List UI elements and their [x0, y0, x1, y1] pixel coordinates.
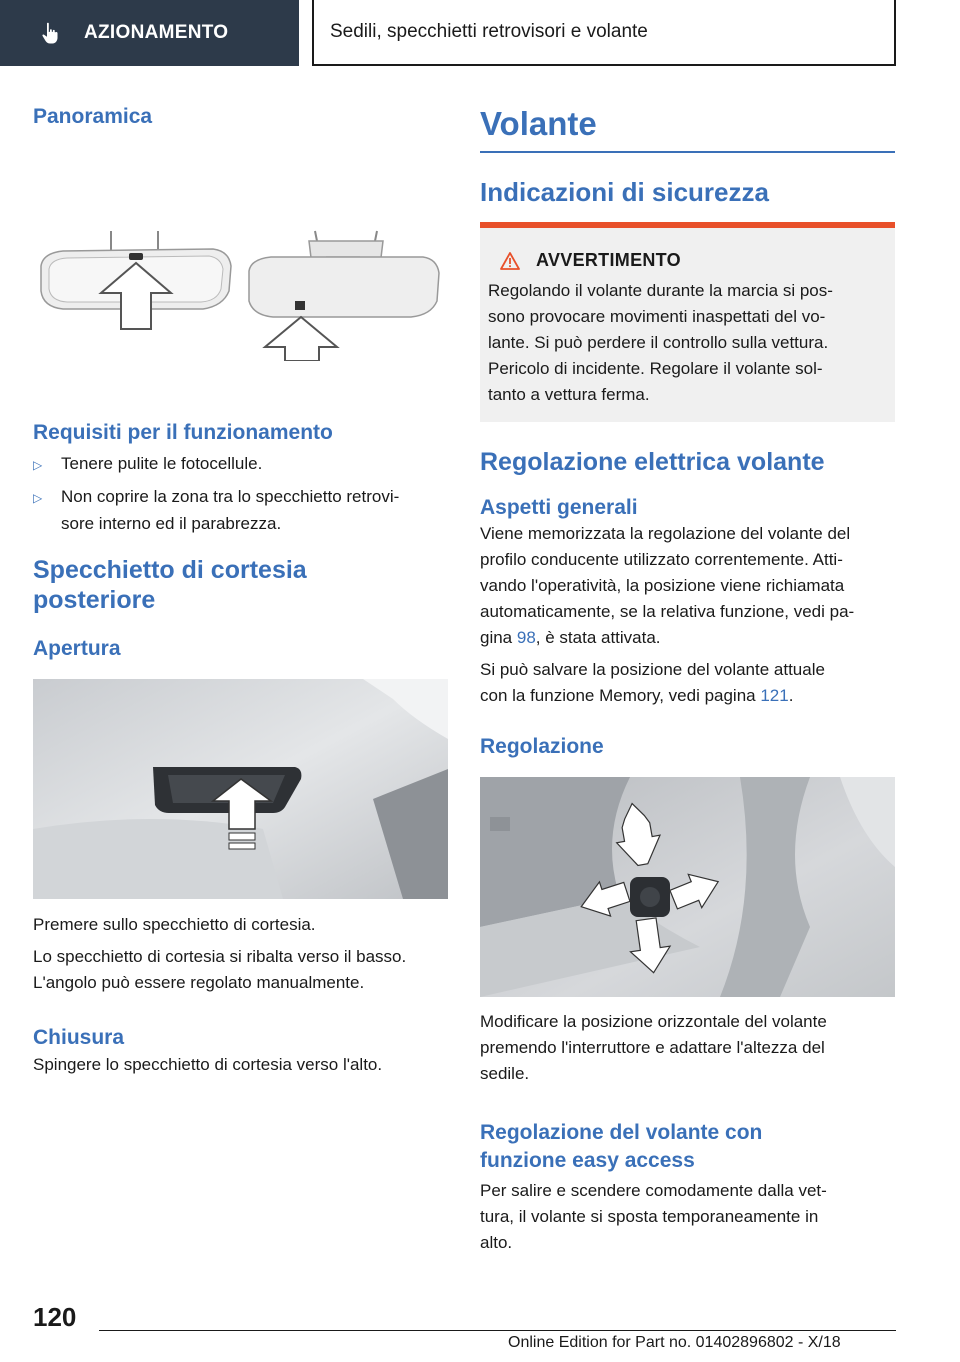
chiusura-text: Spingere lo specchietto di cortesia verso l'alto.	[33, 1055, 383, 1074]
section-tab	[0, 0, 299, 66]
warning-text: Regolando il volante durante la marcia si pos- sono provocare movimenti inaspettati del vo- lante. Si può perdere il controllo sulla vettura. Pericolo di incidente. Regolare il volante sol- tanto a vettura ferma.	[488, 281, 833, 404]
vanity-mirror-photo	[33, 679, 448, 899]
right-column	[480, 96, 895, 1256]
apertura-heading: Apertura	[33, 637, 121, 660]
cortesia-heading: Specchietto di cortesia posteriore	[33, 556, 307, 614]
sicurezza-heading: Indicazioni di sicurezza	[480, 177, 769, 207]
apertura-text-1: Premere sullo specchietto di cortesia.	[33, 915, 316, 934]
triangle-bullet-icon: ▷	[33, 491, 43, 505]
list-item: ▷ Non coprire la zona tra lo specchietto retrovi-	[33, 484, 448, 511]
page-link-121[interactable]: 121	[760, 686, 789, 705]
warning-box	[480, 228, 895, 422]
apertura-text-2: Lo specchietto di cortesia si ribalta verso il basso. L'angolo può essere regolato manualmente.	[33, 947, 407, 992]
warning-triangle-icon	[500, 252, 520, 270]
list-item-continuation: sore interno ed il parabrezza.	[61, 514, 282, 533]
regolazione-heading: Regolazione	[480, 735, 604, 758]
chapter-box	[312, 0, 896, 66]
chiusura-heading: Chiusura	[33, 1026, 125, 1049]
footer-divider	[99, 1330, 896, 1331]
requisiti-heading: Requisiti per il funzionamento	[33, 421, 333, 444]
easy-access-heading: Regolazione del volante con funzione easy access	[480, 1121, 763, 1172]
edition-text: Online Edition for Part no. 01402896802 - X/18	[508, 1334, 841, 1351]
left-column	[33, 96, 448, 1078]
steering-adjust-image	[480, 777, 895, 997]
hand-pointer-icon	[38, 21, 62, 45]
elettrica-heading: Regolazione elettrica volante	[480, 448, 825, 476]
requisiti-list	[33, 451, 448, 537]
triangle-bullet-icon: ▷	[33, 458, 43, 472]
section-title: AZIONAMENTO	[84, 22, 229, 43]
steering-adjust-photo	[480, 777, 895, 997]
warning-title: AVVERTIMENTO	[536, 250, 681, 270]
mirror-overview-illustration	[33, 141, 448, 361]
easy-access-text: Per salire e scendere comodamente dalla vet- tura, il volante si sposta temporaneamente in alto.	[480, 1181, 827, 1252]
list-item: ▷ Tenere pulite le fotocellule.	[33, 451, 448, 478]
chapter-title: Sedili, specchietti retrovisori e volante	[330, 21, 648, 42]
page-number: 120	[33, 1302, 77, 1332]
panoramica-heading: Panoramica	[33, 105, 153, 128]
memory-text: Si può salvare la posizione del volante attuale con la funzione Memory, vedi pagina 121.	[480, 660, 825, 705]
warning-title-row	[488, 250, 887, 271]
regolazione-text: Modificare la posizione orizzontale del volante premendo l'interruttore e adattare l'altezza del sedile.	[480, 1012, 827, 1083]
page-link-98[interactable]: 98	[516, 628, 536, 647]
heading-divider	[480, 151, 895, 153]
vanity-mirror-image	[33, 679, 448, 899]
mirror-diagram	[33, 141, 448, 361]
aspetti-text: Viene memorizzata la regolazione del volante del profilo conducente utilizzato correntemente. Atti- vando l'operatività, la posizione viene richiamata automaticamente, se la relativa funzione, vedi pa- gina 98, è stata attivata.	[480, 524, 855, 647]
page-header	[0, 0, 960, 66]
volante-heading: Volante	[480, 105, 597, 142]
aspetti-heading: Aspetti generali	[480, 496, 638, 519]
